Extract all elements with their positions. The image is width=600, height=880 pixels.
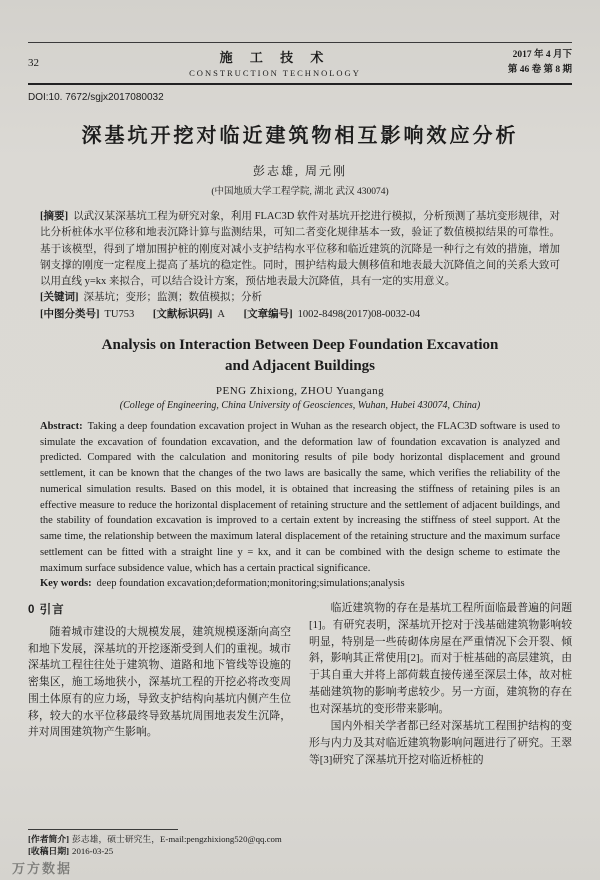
clc-label: [中图分类号] <box>40 308 100 320</box>
document-code-value: A <box>217 308 225 320</box>
abstract-cn-text: 以武汉某深基坑工程为研究对象，利用 FLAC3D 软件对基坑开挖进行模拟，分析预测了基坑变形规律，对比分析桩体水平位移和地表沉降计算与监测结果，可知二者变化规律基本一致，验证了数值模拟结果的可靠性。基于该模型，得到了增加围护桩的刚度对减小支护结构水平位移和临近建筑的沉降是一种行之有效的措施，增加钢支撑的刚度一定程度上提高了基坑的稳定性。同时，围护结构最大侧移值和地表最大沉降值之间的关系大致可以用直线 y=kx 来拟合，可以结合设计方案，预估地表最大沉降值，具有一定的实用意义。 <box>40 211 560 288</box>
journal-title-en: CONSTRUCTION TECHNOLOGY <box>189 68 361 78</box>
document-code-label: [文献标识码] <box>152 308 213 320</box>
authors-cn: 彭志雄, 周元刚 <box>252 164 347 178</box>
abstract-cn-label: [摘要] <box>40 211 69 222</box>
received-date-label: [收稿日期] <box>28 846 70 857</box>
article-id-value: 1002-8498(2017)08-0032-04 <box>297 308 421 320</box>
received-date-line <box>28 845 293 858</box>
doi-line: DOI:10. 7672/sgjx2017080032 <box>28 92 164 103</box>
keywords-en-text: deep foundation excavation;deformation;monitoring;simulations;analysis <box>96 578 405 590</box>
abstract-cn-block <box>28 209 572 323</box>
keywords-en-label: Key words: <box>40 578 92 590</box>
footnote-rule <box>28 829 178 830</box>
article-title-cn: 深基坑开挖对临近建筑物相互影响效应分析 <box>81 125 519 147</box>
intro-paragraph: 随着城市建设的大规模发展，建筑规模逐渐向高空和地下发展，深基坑的开挖逐渐受到人们的重视。城市深基坑工程往往处于建筑物、道路和地下管线等设施的密集区，施工场地狭小，深基坑工程的开挖必将改变周围土体原有的应力场，导致支护结构向基坑内侧产生位移，较大的水平位移最终导致基坑周围地表发生沉降，并对周围建筑物产生影响。 <box>28 625 291 739</box>
keywords-cn-text: 深基坑；变形；监测；数值模拟；分析 <box>83 292 262 304</box>
section-heading-intro: 0 引言 <box>28 604 65 617</box>
right-paragraph-2: 国内外相关学者都已经对深基坑工程围护结构的变形与内力及其对临近建筑物影响问题进行了研究。王翠等[3]研究了深基坑开挖对临近桥桩的 <box>309 720 572 766</box>
clc-number <box>40 309 134 320</box>
right-paragraph-1: 临近建筑物的存在是基坑工程所面临最普遍的问题[1]。有研究表明，深基坑开挖对于浅基础建筑物影响较明显，特别是一些砖砌体房屋在严重情况下会开裂、倾斜，影响其正常使用[2]。而对于桩基础的高层建筑，由于其自重大并将上部荷载直接传递至深层土体，故对桩基础建筑物的影响考虑较少。另一方面，建筑物的存在也对深基坑的变形带来影响。 <box>309 602 572 715</box>
volume-issue: 第 46 卷 第 8 期 <box>507 64 572 75</box>
article-id <box>244 309 420 320</box>
document-code <box>153 309 225 320</box>
body-columns <box>28 600 572 768</box>
keywords-en <box>40 576 560 592</box>
keywords-cn <box>40 290 560 306</box>
abstract-en-label: Abstract: <box>40 420 83 432</box>
issue-date: 2017 年 4 月下 <box>512 50 572 61</box>
received-date-text: 2016-03-25 <box>72 846 114 857</box>
journal-header <box>28 43 572 83</box>
abstract-en-block <box>28 419 572 592</box>
author-bio-label: [作者简介] <box>28 833 70 844</box>
journal-title-block <box>88 47 462 78</box>
footnote-block <box>28 829 293 859</box>
author-bio-line <box>28 833 293 846</box>
authors-en: PENG Zhixiong, ZHOU Yuangang <box>215 384 385 397</box>
affiliation-cn: (中国地质大学工程学院, 湖北 武汉 430074) <box>211 187 389 197</box>
article-title-en: Analysis on Interaction Between Deep Foundation Excavation and Adjacent Buildings <box>101 336 499 374</box>
right-column <box>309 600 572 768</box>
keywords-cn-label: [关键词] <box>40 292 79 304</box>
affiliation-en: (College of Engineering, China University of Geosciences, Wuhan, Hubei 430074, China) <box>119 399 481 411</box>
header-rule-bottom <box>28 83 572 85</box>
watermark: 万方数据 <box>12 861 73 876</box>
classification-line <box>40 307 560 323</box>
article-id-label: [文章编号] <box>243 308 293 320</box>
clc-value: TU753 <box>104 308 135 320</box>
issue-info <box>462 48 572 77</box>
author-bio-text: 彭志雄，硕士研究生，E-mail:pengzhixiong520@qq.com <box>72 833 282 844</box>
page-number: 32 <box>28 56 39 69</box>
journal-title-cn: 施 工 技 术 <box>219 50 331 65</box>
left-column <box>28 600 291 768</box>
abstract-cn <box>40 209 560 290</box>
abstract-en-text: Taking a deep foundation excavation project in Wuhan as the research object, the FLAC3D software is used to simulate the excavation of foundation excavation, and the deformation law of foundation excavation is analyzed and predicted. Compared with the calculation and monitoring results of pile body horizontal displacement and ground settlement, it can be known that the changes of the two laws are basically the same, which verifies the reliability of the numerical simulation results. Based on this model, it is obtained that increasing the stiffness of retaining piles is an effective measure to reduce the horizontal displacement of retaining structure and the settlement of adjacent buildings, and the stability of foundation excavation is improved to a certain extent by increasing the stiffness of steel support. At the same time, the relationship between the maximum lateral displacement of the retaining structure and the maximum surface settlement can be fitted with a straight line y = kx, and it can be combined with the design scheme to estimate the maximum surface subsidence value, which has a certain practical significance. <box>40 420 560 574</box>
abstract-en <box>40 419 560 577</box>
